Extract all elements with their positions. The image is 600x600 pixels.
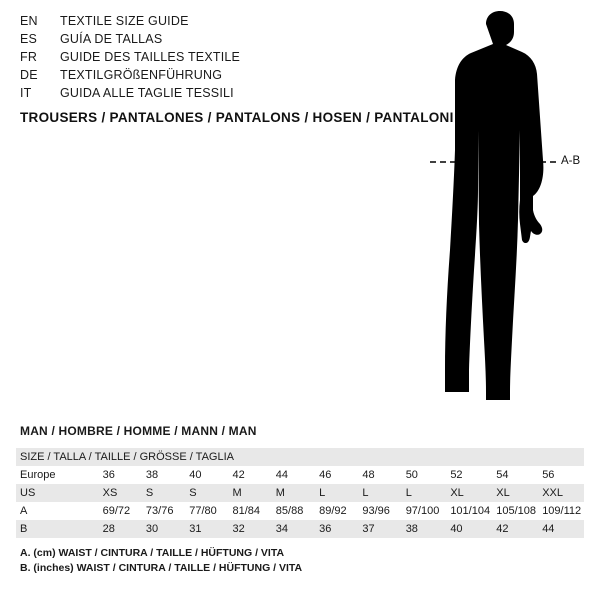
language-code-es: ES — [20, 32, 38, 46]
cell-europe-8: 52 — [450, 469, 463, 481]
cell-us-3: M — [232, 487, 242, 499]
cell-europe-10: 56 — [542, 469, 555, 481]
cell-europe-7: 50 — [405, 469, 418, 481]
cell-b-8: 40 — [450, 523, 463, 535]
cell-us-10: XXL — [542, 487, 563, 499]
table-row — [16, 484, 584, 502]
table-row — [16, 448, 584, 466]
language-row-de — [20, 68, 380, 86]
cell-a-9: 105/108 — [496, 505, 537, 517]
language-code-it: IT — [20, 86, 32, 100]
measurement-label-ab: A-B — [561, 155, 581, 167]
table-row — [16, 466, 584, 484]
cell-us-2: S — [189, 487, 197, 499]
language-text-de: TEXTILGRÖßENFÜHRUNG — [60, 68, 223, 82]
row-label-size: SIZE / TALLA / TAILLE / GRÖSSE / TAGLIA — [20, 451, 234, 463]
language-code-fr: FR — [20, 50, 38, 64]
cell-europe-3: 42 — [232, 469, 245, 481]
cell-b-6: 37 — [362, 523, 375, 535]
cell-europe-1: 38 — [145, 469, 159, 481]
language-code-en: EN — [20, 14, 38, 28]
footnote-a: A. (cm) WAIST / CINTURA / TAILLE / HÜFTUNG / VITA — [20, 547, 285, 559]
language-code-de: DE — [20, 68, 38, 82]
man-silhouette-figure — [400, 10, 600, 410]
cell-europe-0: 36 — [102, 469, 115, 481]
language-text-fr: GUIDE DES TAILLES TEXTILE — [60, 50, 241, 64]
cell-a-3: 81/84 — [232, 505, 261, 517]
cell-us-4: M — [275, 487, 285, 499]
cell-a-2: 77/80 — [189, 505, 217, 517]
cell-b-10: 44 — [542, 523, 555, 535]
cell-europe-2: 40 — [189, 469, 202, 481]
section-title: TROUSERS / PANTALONES / PANTALONS / HOSEN / PANTALONI — [20, 110, 454, 125]
cell-a-10: 109/112 — [542, 505, 582, 517]
table-row — [16, 520, 584, 538]
language-text-it: GUIDA ALLE TAGLIE TESSILI — [60, 86, 234, 100]
cell-b-7: 38 — [405, 523, 418, 535]
cell-a-5: 89/92 — [319, 505, 347, 517]
cell-us-1: S — [145, 487, 154, 499]
cell-b-1: 30 — [145, 523, 159, 535]
cell-europe-9: 54 — [496, 469, 509, 481]
cell-us-0: XS — [102, 487, 118, 499]
cell-b-5: 36 — [319, 523, 332, 535]
language-row-fr — [20, 50, 380, 68]
cell-b-9: 42 — [496, 523, 509, 535]
cell-us-7: L — [405, 487, 412, 499]
cell-us-6: L — [362, 487, 369, 499]
cell-europe-5: 46 — [319, 469, 332, 481]
table-row — [16, 502, 584, 520]
cell-a-1: 73/76 — [145, 505, 174, 517]
table-caption: MAN / HOMBRE / HOMME / MANN / MAN — [20, 424, 257, 438]
footnotes — [20, 546, 302, 576]
language-header-block — [20, 14, 380, 104]
cell-b-3: 32 — [232, 523, 245, 535]
cell-a-7: 97/100 — [405, 505, 440, 517]
footnote-b: B. (inches) WAIST / CINTURA / TAILLE / HÜFTUNG / VITA — [20, 562, 303, 574]
cell-us-9: XL — [496, 487, 510, 499]
cell-europe-6: 48 — [362, 469, 375, 481]
row-label-a: A — [20, 505, 28, 517]
cell-a-8: 101/104 — [450, 505, 491, 517]
language-text-es: GUÍA DE TALLAS — [60, 32, 163, 46]
language-row-es — [20, 32, 380, 50]
row-label-b: B — [20, 523, 28, 535]
cell-us-8: XL — [450, 487, 464, 499]
language-row-en — [20, 14, 380, 32]
row-label-europe: Europe — [20, 469, 56, 481]
language-text-en: TEXTILE SIZE GUIDE — [60, 14, 189, 28]
cell-europe-4: 44 — [275, 469, 289, 481]
cell-b-4: 34 — [275, 523, 289, 535]
cell-us-5: L — [319, 487, 326, 499]
silhouette-icon — [400, 10, 600, 410]
cell-b-2: 31 — [189, 523, 202, 535]
row-label-us: US — [20, 487, 36, 499]
cell-b-0: 28 — [102, 523, 115, 535]
cell-a-6: 93/96 — [362, 505, 390, 517]
cell-a-4: 85/88 — [275, 505, 304, 517]
cell-a-0: 69/72 — [102, 505, 131, 517]
language-row-it — [20, 86, 380, 104]
size-table — [16, 448, 584, 538]
